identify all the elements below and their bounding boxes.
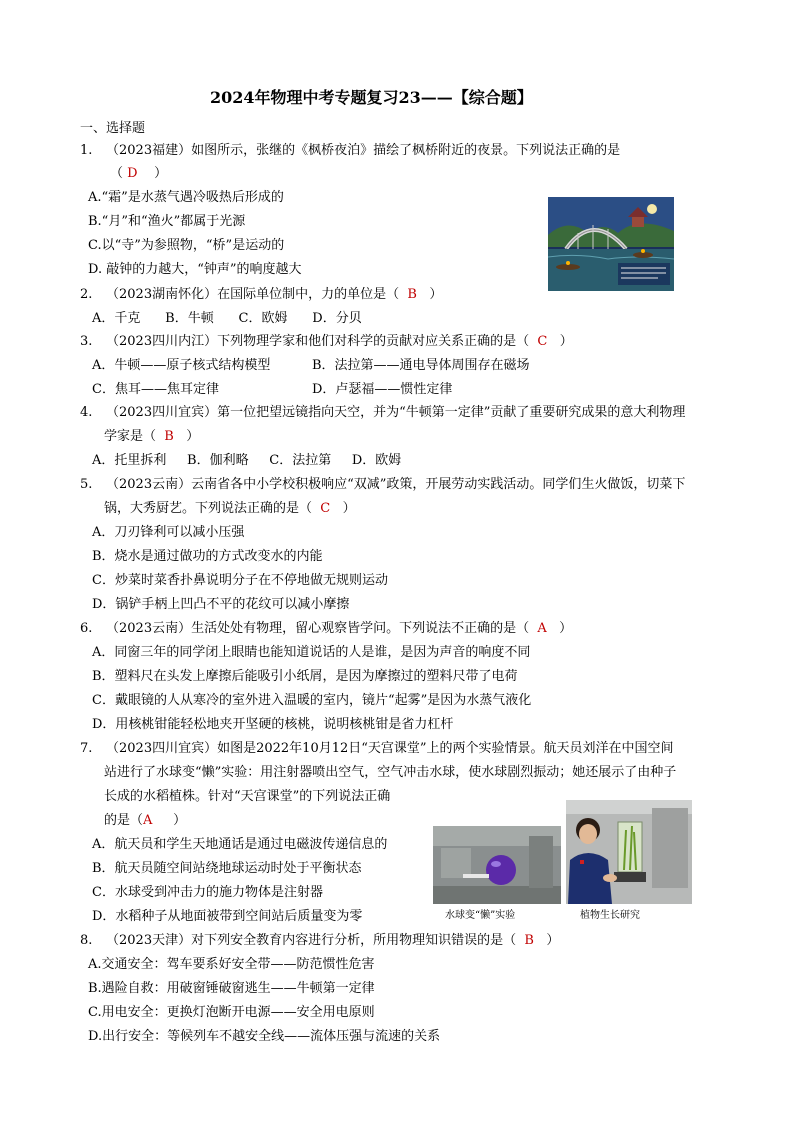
bridge-night-scene-image <box>548 197 674 291</box>
q8-option-c: C.用电安全：更换灯泡断开电源——安全用电原则 <box>88 1005 375 1020</box>
q1-option-b: B.“月”和“渔火”都属于光源 <box>88 214 246 229</box>
q8-option-b: B.遇险自救：用破窗锤破窗逃生——牛顿第一定律 <box>88 981 375 996</box>
q6-option-b: B．塑料尺在头发上摩擦后能吸引小纸屑，是因为摩擦过的塑料尺带了电荷 <box>92 669 518 684</box>
q1-answer: D <box>127 166 138 181</box>
q1-option-a: A.“霜”是水蒸气遇冷吸热后形成的 <box>88 190 284 205</box>
water-ball-experiment-image <box>433 826 561 904</box>
q7-option-d: D．水稻种子从地面被带到空间站后质量变为零 <box>92 909 363 924</box>
q5-option-a: A．刀刃锋利可以减小压强 <box>92 525 245 540</box>
q4-number: 4. <box>80 405 93 420</box>
q6-answer: A <box>537 621 547 636</box>
q6-number: 6. <box>80 621 93 636</box>
q8-stem-line: （2023天津）对下列安全教育内容进行分析，所用物理知识错误的是（ B ） <box>106 933 560 948</box>
q7-stem: （2023四川宜宾）如图是2022年10月12日“天宫课堂”上的两个实验情景。航天员刘洋在中国空间 <box>106 741 674 756</box>
q2-answer: B <box>407 287 417 302</box>
q7-number: 7. <box>80 741 93 756</box>
q8-option-a: A.交通安全：驾车要系好安全带——防范惯性危害 <box>88 957 375 972</box>
q3-number: 3. <box>80 334 93 349</box>
q3-option-c: C．焦耳——焦耳定律 <box>92 382 219 397</box>
q1-answer-line: （ D ） <box>110 166 168 181</box>
q3-option-b: B．法拉第——通电导体周围存在磁场 <box>312 358 530 373</box>
q6-option-d: D．用核桃钳能轻松地夹开坚硬的核桃，说明核桃钳是省力杠杆 <box>92 717 454 732</box>
q4-answer: B <box>164 429 174 444</box>
q5-answer: C <box>320 501 331 516</box>
plant-growth-research-image <box>566 800 692 904</box>
q8-answer: B <box>524 933 534 948</box>
q5-option-b: B．烧水是通过做功的方式改变水的内能 <box>92 549 323 564</box>
q6-stem-line: （2023云南）生活处处有物理，留心观察皆学问。下列说法不正确的是（ A ） <box>106 621 573 636</box>
caption-plant-growth: 植物生长研究 <box>580 910 640 921</box>
q7-stem-line4: 的是（A ） <box>104 813 187 828</box>
section-heading: 一、选择题 <box>80 121 146 136</box>
q4-stem-line2: 学家是（ B ） <box>104 429 200 444</box>
q7-option-c: C．水球受到冲击力的施力物体是注射器 <box>92 885 323 900</box>
q1-number: 1. <box>80 143 93 158</box>
q7-stem-line3: 长成的水稻植株。针对“天宫课堂”的下列说法正确 <box>104 789 391 804</box>
q3-option-d: D．卢瑟福——惯性定律 <box>312 382 453 397</box>
q5-number: 5. <box>80 477 93 492</box>
q3-stem-line: （2023四川内江）下列物理学家和他们对科学的贡献对应关系正确的是（ C ） <box>106 334 573 349</box>
q1-stem: （2023福建）如图所示，张继的《枫桥夜泊》描绘了枫桥附近的夜景。下列说法正确的是 <box>106 143 621 158</box>
q1-option-c: C.以“寺”为参照物，“桥”是运动的 <box>88 238 285 253</box>
caption-water-ball: 水球变“懒”实验 <box>445 910 516 921</box>
q3-option-a: A．牛顿——原子核式结构模型 <box>92 358 271 373</box>
q7-answer: A <box>143 813 153 828</box>
page-title: 2024年物理中考专题复习23——【综合题】 <box>210 88 533 107</box>
q7-stem-line2: 站进行了水球变“懒”实验：用注射器喷出空气，空气冲击水球，使水球剧烈振动；她还展示了由种子 <box>104 765 677 780</box>
q5-option-c: C．炒菜时菜香扑鼻说明分子在不停地做无规则运动 <box>92 573 388 588</box>
q4-options: A．托里拆利 B．伽利略 C．法拉第 D．欧姆 <box>92 453 402 468</box>
q4-stem: （2023四川宜宾）第一位把望远镜指向天空，并为“牛顿第一定律”贡献了重要研究成果的意大利物理 <box>106 405 686 420</box>
q7-option-a: A．航天员和学生天地通话是通过电磁波传递信息的 <box>92 837 388 852</box>
q7-option-b: B．航天员随空间站绕地球运动时处于平衡状态 <box>92 861 362 876</box>
q5-stem-line2: 锅，大秀厨艺。下列说法正确的是（ C ） <box>104 501 356 516</box>
q5-stem: （2023云南）云南省各中小学校积极响应“双减”政策，开展劳动实践活动。同学们生火做饭，切菜下 <box>106 477 686 492</box>
q6-option-c: C．戴眼镜的人从寒冷的室外进入温暖的室内，镜片“起雾”是因为水蒸气液化 <box>92 693 532 708</box>
q8-option-d: D.出行安全：等候列车不越安全线——流体压强与流速的关系 <box>88 1029 441 1044</box>
q2-number: 2. <box>80 287 93 302</box>
q5-option-d: D．锅铲手柄上凹凸不平的花纹可以减小摩擦 <box>92 597 350 612</box>
q3-answer: C <box>537 334 548 349</box>
q6-option-a: A．同窗三年的同学闭上眼睛也能知道说话的人是谁，是因为声音的响度不同 <box>92 645 531 660</box>
q2-stem-line: （2023湖南怀化）在国际单位制中，力的单位是（ B ） <box>106 287 443 302</box>
q1-option-d: D. 敲钟的力越大，“钟声”的响度越大 <box>88 262 302 277</box>
q8-number: 8. <box>80 933 93 948</box>
q2-options: A．千克 B．牛顿 C．欧姆 D．分贝 <box>92 311 362 326</box>
